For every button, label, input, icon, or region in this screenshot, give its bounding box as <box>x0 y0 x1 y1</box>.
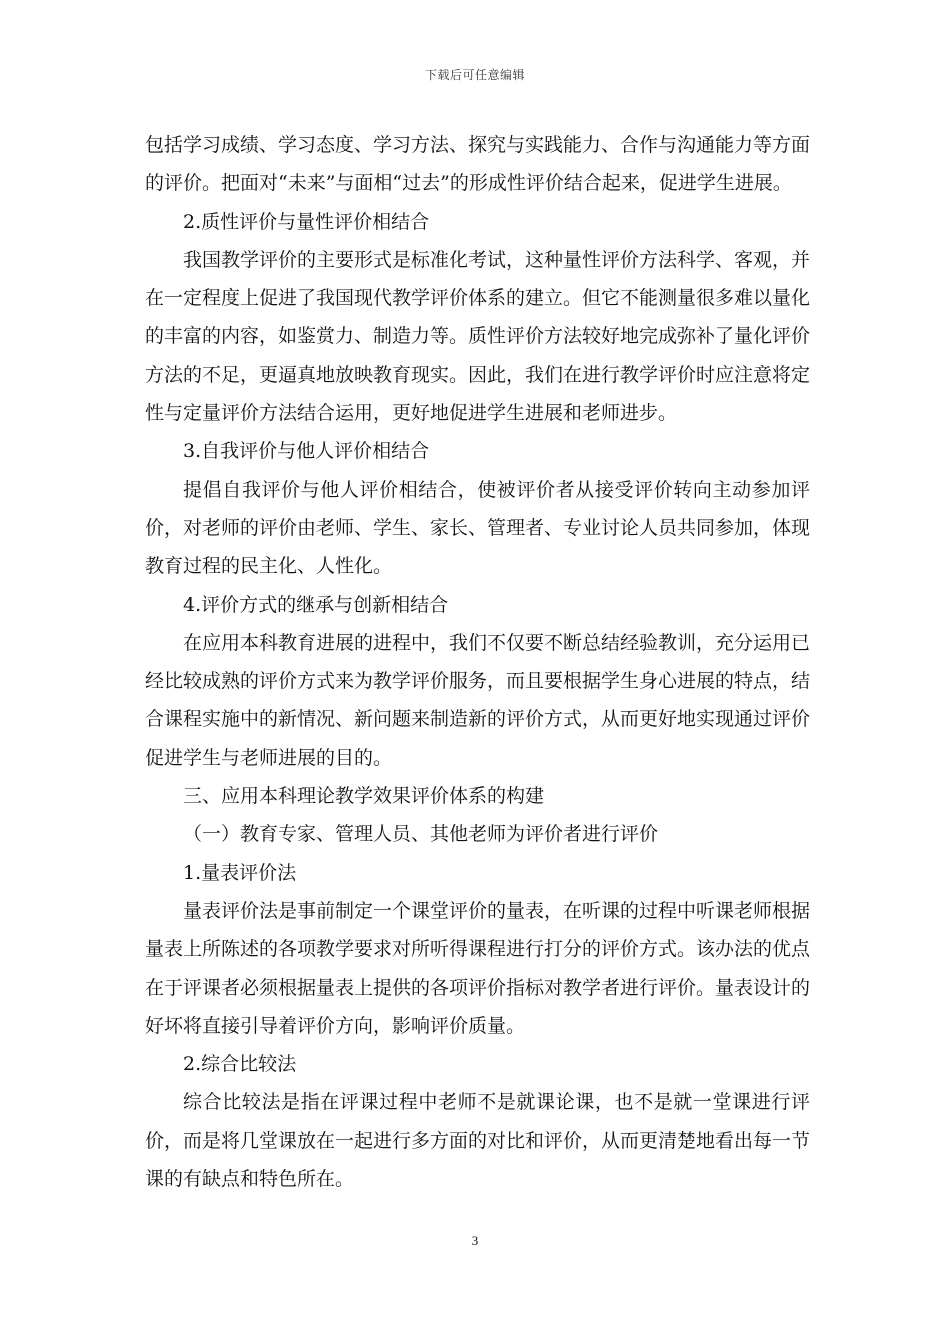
paragraph: 在应用本科教育进展的进程中，我们不仅要不断总结经验教训，充分运用已经比较成熟的评价方式来为教学评价服务，而且要根据学生身心进展的特点，结合课程实施中的新情况、新问题来制造新的评价方式，从而更好地实现通过评价促进学生与老师进展的目的。 <box>145 631 811 769</box>
section-heading: 3.自我评价与他人评价相结合 <box>183 440 430 463</box>
section-heading: 2.质性评价与量性评价相结合 <box>183 210 430 233</box>
paragraph: 综合比较法是指在评课过程中老师不是就课论课，也不是就一堂课进行评价，而是将几堂课放在一起进行多方面的对比和评价，从而更清楚地看出每一节课的有缺点和特色所在。 <box>145 1091 811 1191</box>
page-header: 下载后可任意编辑 <box>424 68 525 82</box>
section-heading: 2.综合比较法 <box>183 1053 297 1076</box>
section-heading: 1.量表评价法 <box>183 861 297 884</box>
subsection-heading: （一）教育专家、管理人员、其他老师为评价者进行评价 <box>183 823 659 846</box>
chapter-heading: 三、应用本科理论教学效果评价体系的构建 <box>183 785 545 808</box>
paragraph: 提倡自我评价与他人评价相结合，使被评价者从接受评价转向主动参加评价，对老师的评价由老师、学生、家长、管理者、专业讨论人员共同参加，体现教育过程的民主化、人性化。 <box>145 478 811 578</box>
paragraph: 量表评价法是事前制定一个课堂评价的量表，在听课的过程中听课老师根据量表上所陈述的各项教学要求对所听得课程进行打分的评价方式。该办法的优点在于评课者必须根据量表上提供的各项评价指标对教学者进行评价。量表设计的好坏将直接引导着评价方向，影响评价质量。 <box>145 899 811 1037</box>
paragraph: 包括学习成绩、学习态度、学习方法、探究与实践能力、合作与沟通能力等方面的评价。把面对“未来”与面相“过去”的形成性评价结合起来，促进学生进展。 <box>145 134 811 195</box>
body-text <box>145 126 810 1198</box>
section-heading: 4.评价方式的继承与创新相结合 <box>183 593 449 616</box>
page-number: 3 <box>471 1233 479 1248</box>
paragraph: 我国教学评价的主要形式是标准化考试，这种量性评价方法科学、客观，并在一定程度上促进了我国现代教学评价体系的建立。但它不能测量很多难以量化的丰富的内容，如鉴赏力、制造力等。质性评价方法较好地完成弥补了量化评价方法的不足，更逼真地放映教育现实。因此，我们在进行教学评价时应注意将定性与定量评价方法结合运用，更好地促进学生进展和老师进步。 <box>145 248 811 425</box>
